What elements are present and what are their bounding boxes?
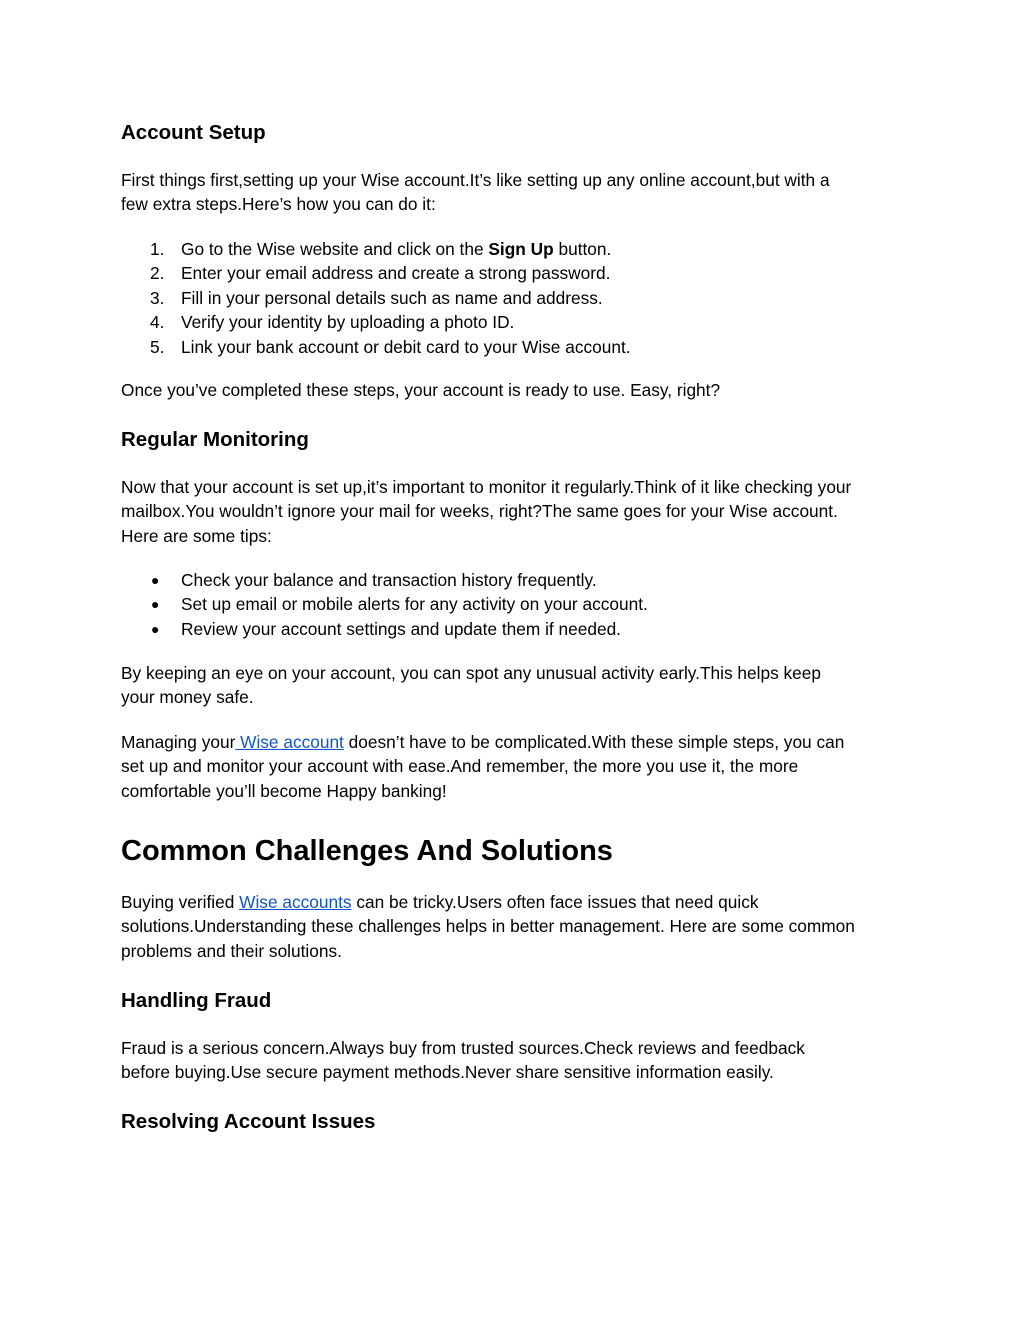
list-item <box>121 568 648 592</box>
monitoring-safety-paragraph <box>121 661 911 710</box>
managing-paragraph <box>121 730 911 803</box>
tip-text: Set up email or mobile alerts for any activity on your account. <box>181 594 648 615</box>
monitoring-safety-line: your money safe. <box>121 687 254 708</box>
challenges-line: problems and their solutions. <box>121 940 342 961</box>
heading-account-setup: Account Setup <box>121 121 266 144</box>
challenges-text: Buying verified <box>121 892 240 912</box>
step-text: button. <box>553 239 612 259</box>
step-text: Link your bank account or debit card to your Wise account. <box>181 336 631 357</box>
list-item <box>121 592 648 616</box>
fraud-line: before buying.Use secure payment methods.Never share sensitive information easily. <box>121 1062 774 1083</box>
managing-text: doesn’t have to be complicated.With these simple steps, you can <box>343 732 845 752</box>
challenges-line: solutions.Understanding these challenges helps in better management. Here are some common <box>121 916 855 937</box>
heading-resolving-account-issues: Resolving Account Issues <box>121 1110 376 1133</box>
list-item <box>121 310 631 334</box>
bullet-icon: ● <box>151 596 160 613</box>
regular-monitoring-intro-line: mailbox.You wouldn’t ignore your mail for weeks, right?The same goes for your Wise account. <box>121 501 838 522</box>
tip-text: Review your account settings and update them if needed. <box>181 618 621 639</box>
regular-monitoring-intro <box>121 475 911 548</box>
list-item <box>121 286 631 310</box>
list-number: 2. <box>150 263 165 284</box>
account-setup-intro <box>121 168 911 217</box>
sign-up-emphasis: Sign Up <box>488 239 554 259</box>
bullet-icon: ● <box>151 620 160 637</box>
heading-regular-monitoring: Regular Monitoring <box>121 428 309 451</box>
account-setup-steps <box>121 237 631 359</box>
account-setup-intro-line: few extra steps.Here’s how you can do it: <box>121 194 436 215</box>
list-number: 4. <box>150 312 165 333</box>
tip-text: Check your balance and transaction history frequently. <box>181 570 597 590</box>
monitoring-tips <box>121 568 648 641</box>
list-number: 3. <box>150 287 165 308</box>
heading-handling-fraud: Handling Fraud <box>121 989 272 1012</box>
regular-monitoring-intro-line: Now that your account is set up,it’s important to monitor it regularly.Think of it like checking your <box>121 477 852 497</box>
monitoring-safety-line: By keeping an eye on your account, you can spot any unusual activity early.This helps keep <box>121 663 821 683</box>
managing-line: set up and monitor your account with ease.And remember, the more you use it, the more <box>121 756 799 777</box>
account-setup-intro-line: First things first,setting up your Wise account.It’s like setting up any online account,but with a <box>121 170 830 190</box>
challenges-text: can be tricky.Users often face issues that need quick <box>351 892 759 912</box>
common-challenges-paragraph <box>121 890 911 963</box>
wise-accounts-link[interactable]: Wise accounts <box>239 892 352 912</box>
step-text: Fill in your personal details such as name and address. <box>181 287 603 308</box>
list-item <box>121 237 631 261</box>
regular-monitoring-intro-line: Here are some tips: <box>121 525 272 546</box>
step-text: Go to the Wise website and click on the <box>181 239 489 259</box>
list-number: 5. <box>150 336 165 357</box>
account-setup-outro <box>121 378 911 402</box>
wise-account-link[interactable]: Wise account <box>235 732 344 752</box>
step-text: Enter your email address and create a strong password. <box>181 263 611 284</box>
managing-text: Managing your <box>121 732 236 752</box>
heading-common-challenges: Common Challenges And Solutions <box>121 835 613 867</box>
list-number: 1. <box>150 239 165 259</box>
account-setup-outro-line: Once you’ve completed these steps, your account is ready to use. Easy, right? <box>121 380 721 400</box>
bullet-icon: ● <box>151 572 160 588</box>
fraud-line: Fraud is a serious concern.Always buy from trusted sources.Check reviews and feedback <box>121 1038 805 1058</box>
challenges-line <box>121 890 911 914</box>
step-text: Verify your identity by uploading a photo ID. <box>181 312 515 333</box>
handling-fraud-paragraph <box>121 1036 911 1085</box>
managing-line: comfortable you’ll become Happy banking! <box>121 780 447 801</box>
list-item <box>121 335 631 359</box>
list-item <box>121 261 631 285</box>
list-item <box>121 617 648 641</box>
managing-line <box>121 730 911 754</box>
